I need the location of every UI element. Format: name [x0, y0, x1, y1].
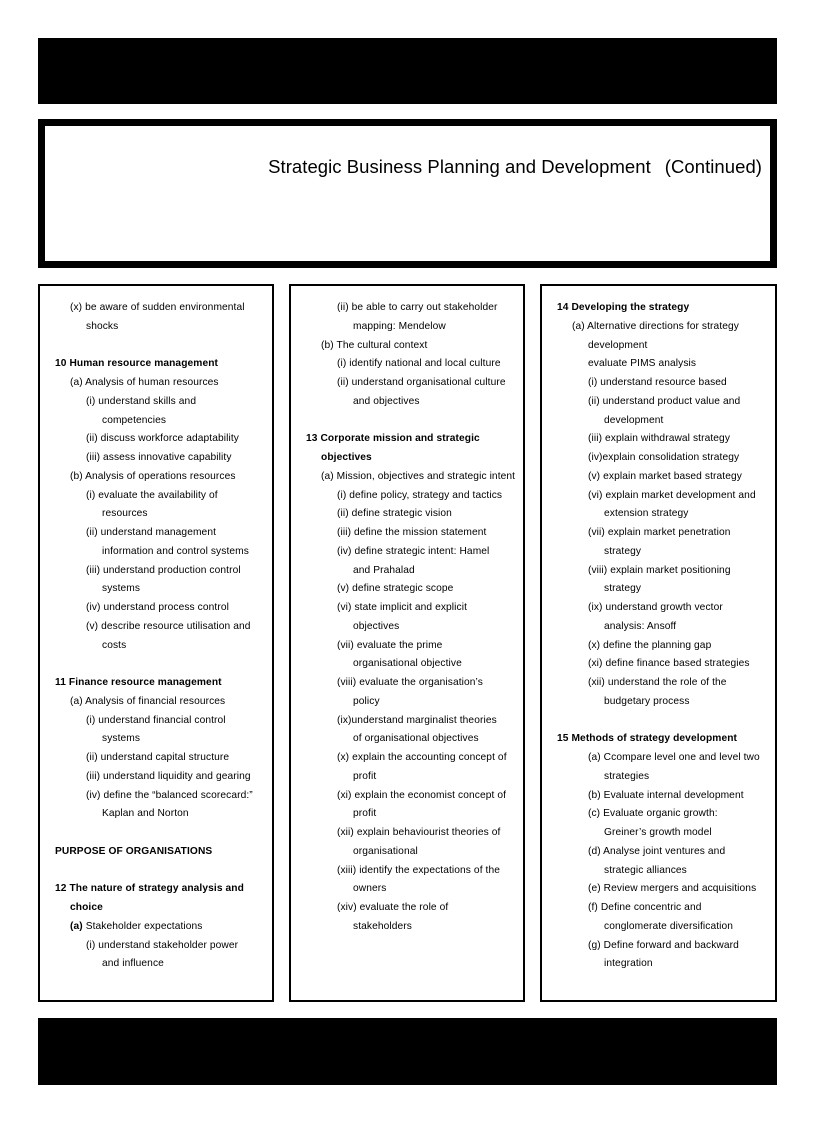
- syllabus-item: (i) understand financial control: [86, 714, 226, 726]
- syllabus-item: (ii) understand organisational culture: [337, 377, 506, 388]
- syllabus-item: development: [588, 339, 648, 351]
- syllabus-item: (vii) explain market penetration: [588, 527, 731, 538]
- syllabus-item: (a) Analysis of financial resources: [70, 695, 226, 707]
- syllabus-item: (iii) assess innovative capability: [86, 452, 232, 463]
- item-text: Stakeholder expectations: [82, 920, 203, 932]
- syllabus-item: (ii) understand management: [86, 527, 217, 538]
- syllabus-item: budgetary process: [604, 695, 690, 707]
- syllabus-item: (iv) understand process control: [86, 602, 229, 613]
- section-heading: 13 Corporate mission and strategic: [306, 433, 480, 445]
- syllabus-item: (b) The cultural context: [321, 339, 428, 351]
- syllabus-item: (d) Analyse joint ventures and: [588, 845, 726, 857]
- syllabus-item: (v) define strategic scope: [337, 583, 454, 595]
- section-heading: choice: [70, 902, 103, 913]
- syllabus-item: (iii) understand liquidity and gearing: [86, 770, 251, 782]
- syllabus-item: strategies: [604, 770, 650, 782]
- title-frame: [38, 119, 777, 268]
- header-bar: [38, 38, 777, 104]
- syllabus-item: (i) evaluate the availability of: [86, 489, 218, 501]
- syllabus-item: (xii) explain behaviourist theories of: [337, 827, 501, 838]
- syllabus-column-2: [289, 284, 525, 1002]
- syllabus-item: strategy: [604, 583, 642, 595]
- title-suffix: (Continued): [664, 156, 762, 177]
- syllabus-item: (iii) define the mission statement: [337, 527, 487, 538]
- syllabus-item: and objectives: [353, 395, 420, 407]
- syllabus-item: (iv)explain consolidation strategy: [588, 452, 740, 463]
- syllabus-item: strategic alliances: [604, 864, 687, 876]
- syllabus-item: (vi) state implicit and explicit: [337, 602, 468, 613]
- syllabus-item: (a) Alternative directions for strategy: [572, 320, 739, 332]
- syllabus-item: (ix) understand growth vector: [588, 602, 723, 613]
- syllabus-item: [70, 921, 203, 933]
- syllabus-item: organisational objective: [353, 658, 462, 670]
- syllabus-item: (x) explain the accounting concept of: [337, 752, 507, 763]
- syllabus-item: (x) be aware of sudden environmental: [70, 302, 245, 313]
- syllabus-item: (viii) explain market positioning: [588, 564, 731, 576]
- syllabus-item: objectives: [353, 620, 400, 632]
- syllabus-item: (g) Define forward and backward: [588, 939, 739, 951]
- syllabus-item: (ii) understand product value and: [588, 395, 741, 407]
- syllabus-item: (i) understand skills and: [86, 395, 197, 407]
- syllabus-item: (iv) define the “balanced scorecard:”: [86, 789, 253, 801]
- item-label: (a): [70, 920, 83, 932]
- syllabus-item: strategy: [604, 545, 642, 557]
- syllabus-item: evaluate PIMS analysis: [588, 358, 697, 370]
- syllabus-item: (i) understand stakeholder power: [86, 939, 239, 951]
- syllabus-item: (ii) discuss workforce adaptability: [86, 433, 239, 445]
- syllabus-item: (viii) evaluate the organisation’s: [337, 677, 483, 688]
- syllabus-item: (v) explain market based strategy: [588, 470, 742, 482]
- syllabus-item: (vi) explain market development and: [588, 489, 756, 501]
- syllabus-item: (e) Review mergers and acquisitions: [588, 883, 757, 895]
- syllabus-item: systems: [102, 733, 141, 745]
- syllabus-item: (xi) explain the economist concept of: [337, 789, 507, 801]
- syllabus-item: conglomerate diversification: [604, 920, 734, 932]
- syllabus-item: (b) Evaluate internal development: [588, 789, 744, 801]
- syllabus-item: (v) describe resource utilisation and: [86, 620, 251, 632]
- section-heading: 12 The nature of strategy analysis and: [55, 883, 244, 895]
- syllabus-item: (i) define policy, strategy and tactics: [337, 489, 503, 501]
- section-heading: 14 Developing the strategy: [557, 302, 690, 313]
- footer-bar: [38, 1018, 777, 1085]
- section-heading: 10 Human resource management: [55, 358, 219, 370]
- syllabus-item: (c) Evaluate organic growth:: [588, 808, 718, 820]
- syllabus-item: (iii) explain withdrawal strategy: [588, 433, 731, 445]
- section-heading: 11 Finance resource management: [55, 677, 222, 688]
- page-title: [45, 156, 762, 178]
- syllabus-item: (i) identify national and local culture: [337, 358, 501, 370]
- syllabus-item: of organisational objectives: [353, 733, 479, 745]
- syllabus-item: resources: [102, 508, 148, 520]
- syllabus-item: integration: [604, 958, 653, 970]
- syllabus-item: profit: [353, 808, 377, 820]
- syllabus-item: policy: [353, 695, 380, 707]
- syllabus-item: and influence: [102, 958, 164, 970]
- section-heading: PURPOSE OF ORGANISATIONS: [55, 845, 213, 857]
- syllabus-item: mapping: Mendelow: [353, 320, 446, 332]
- syllabus-item: analysis: Ansoff: [604, 620, 677, 632]
- syllabus-item: competencies: [102, 414, 167, 426]
- syllabus-item: profit: [353, 770, 377, 782]
- syllabus-item: (a) Analysis of human resources: [70, 377, 219, 388]
- syllabus-item: (xi) define finance based strategies: [588, 658, 750, 670]
- syllabus-item: (ii) understand capital structure: [86, 752, 230, 763]
- section-heading: 15 Methods of strategy development: [557, 733, 738, 745]
- syllabus-item: (iii) understand production control: [86, 564, 241, 576]
- syllabus-item: extension strategy: [604, 508, 689, 520]
- syllabus-item: (ii) define strategic vision: [337, 508, 452, 520]
- syllabus-column-1: [38, 284, 274, 1002]
- syllabus-item: costs: [102, 639, 127, 651]
- syllabus-item: and Prahalad: [353, 564, 415, 576]
- syllabus-item: (ix)understand marginalist theories: [337, 714, 497, 726]
- syllabus-item: development: [604, 414, 664, 426]
- syllabus-column-3: [540, 284, 777, 1002]
- syllabus-item: stakeholders: [353, 920, 412, 932]
- syllabus-item: organisational: [353, 845, 418, 857]
- syllabus-item: shocks: [86, 320, 119, 332]
- syllabus-item: (iv) define strategic intent: Hamel: [337, 545, 490, 557]
- syllabus-item: (f) Define concentric and: [588, 902, 702, 913]
- syllabus-item: (xii) understand the role of the: [588, 677, 727, 688]
- syllabus-item: (ii) be able to carry out stakeholder: [337, 302, 498, 313]
- syllabus-item: Kaplan and Norton: [102, 808, 189, 820]
- syllabus-item: owners: [353, 883, 387, 895]
- syllabus-item: (i) understand resource based: [588, 377, 727, 388]
- syllabus-item: (b) Analysis of operations resources: [70, 470, 236, 482]
- title-main: Strategic Business Planning and Development: [268, 156, 651, 177]
- section-heading: objectives: [321, 452, 372, 463]
- syllabus-item: information and control systems: [102, 545, 249, 557]
- syllabus-item: (a) Mission, objectives and strategic intent: [321, 470, 516, 482]
- syllabus-item: systems: [102, 583, 141, 595]
- syllabus-item: (xiii) identify the expectations of the: [337, 864, 501, 876]
- syllabus-item: (x) define the planning gap: [588, 639, 712, 651]
- syllabus-item: (xiv) evaluate the role of: [337, 902, 449, 913]
- syllabus-item: (vii) evaluate the prime: [337, 639, 443, 651]
- syllabus-item: Greiner’s growth model: [604, 827, 712, 838]
- syllabus-item: (a) Ccompare level one and level two: [588, 752, 760, 763]
